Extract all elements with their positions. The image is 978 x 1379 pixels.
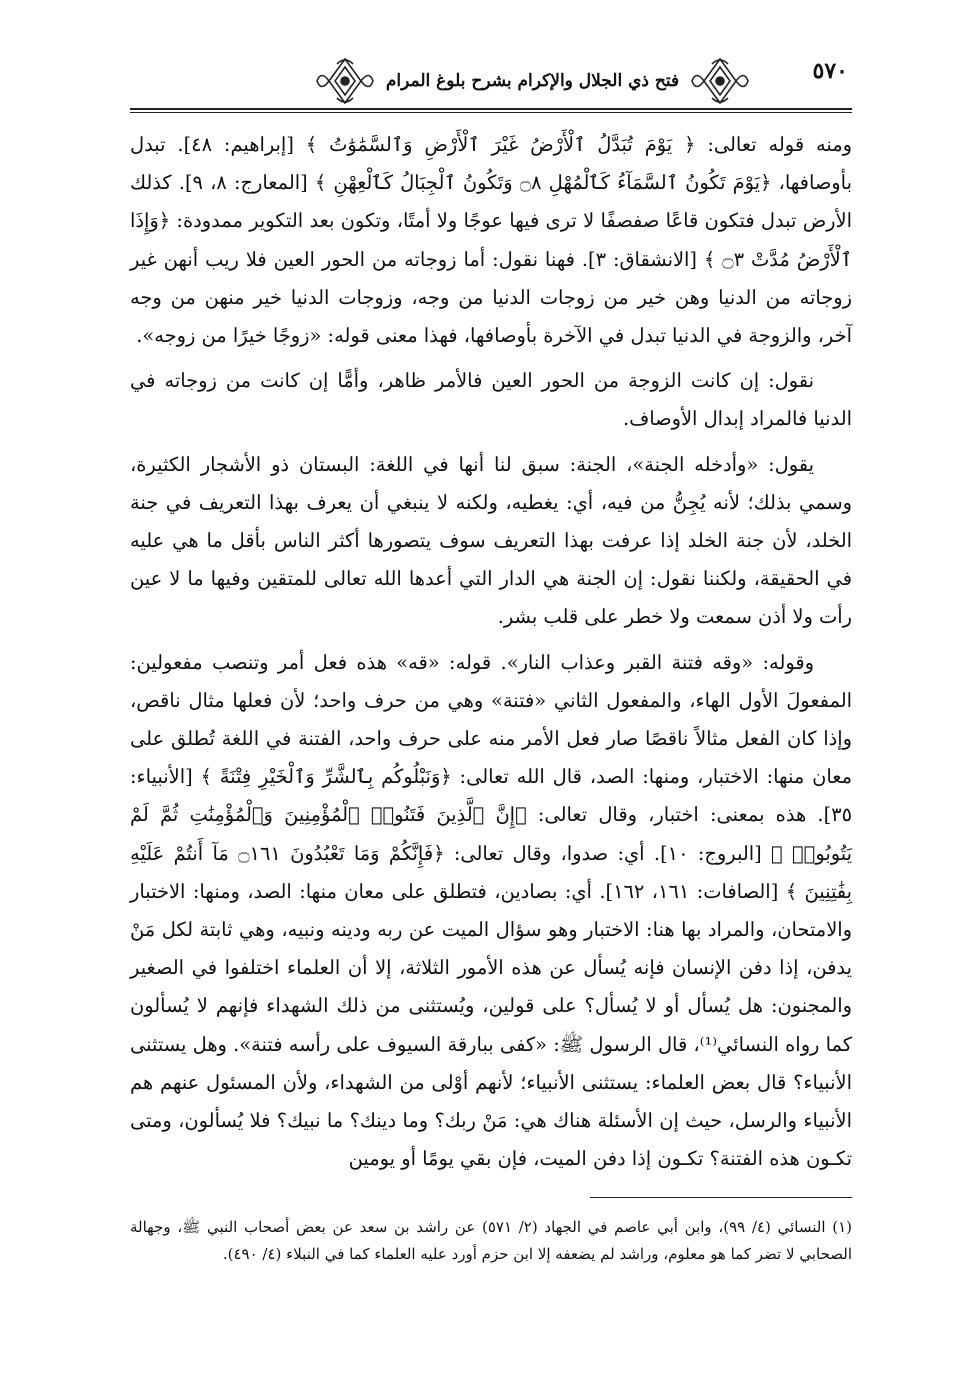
- arabesque-ornament-icon: [315, 56, 375, 106]
- paragraph: يقول: «وأدخله الجنة»، الجنة: سبق لنا أنها في اللغة: البستان ذو الأشجار الكثيرة، وسمي بذلك؛ لأنه يُجِنُّ من فيه، أي: يغطيه، ولكنه لا ينبغي أن يعرف بهذا التعريف في جنة الخلد، لأن جنة الخلد إذا عرفت بهذا التعريف سوف يتصورها أكثر الناس بأقل ما هي عليه في الحقيقة، ولكننا نقول: إن الجنة هي الدار التي أعدها الله تعالى للمتقين وفيها ما لا عين رأت ولا أذن سمعت ولا خطر على قلب بشر.: [130, 452, 852, 629]
- footnote-rule: [590, 1197, 852, 1198]
- footnote: (١) النسائي (٤/ ٩٩)، وابن أبي عاصم في الجهاد (٢/ ٥٧١) عن راشد بن سعد عن بعض أصحاب النبي ﷺ، وجهالة الصحابي لا تضر كما هو معلوم، وراشد لم يضعفه إلا ابن حزم أورد عليه العلماء كما في النبلاء (٤/ ٤٩٠).: [130, 1218, 853, 1263]
- page-number: ٥٧٠: [812, 58, 848, 84]
- paragraph: وقوله: «وقه فتنة القبر وعذاب النار». قوله: «قه» هذه فعل أمر وتنصب مفعولين: المفعولَ الأول الهاء، والمفعول الثاني «فتنة» وهي من حرف واحد؛ لأن فعلها مثال ناقص، وإذا كان الفعل مثالاً ناقصًا صار فعل الأمر منه على حرف واحد، الفتنة في اللغة تُطلق على معان منها: الاختبار، ومنها: الصد، قال الله تعالى: ﴿وَنَبْلُوكُم بِٱلشَّرِّ وَٱلْخَيْرِ فِتْنَةً ﴾ [الأنبياء: ٣٥]. هذه بمعنى: اختبار، وقال تعالى: ﴿إِنَّ ٱلَّذِينَ فَتَنُوا۟ ٱلْمُؤْمِنِينَ وَٱلْمُؤْمِنَٰتِ ثُمَّ لَمْ يَتُوبُوا۟ ﴾ [البروج: ١٠]. أي: صدوا، وقال تعالى: ﴿فَإِنَّكُمْ وَمَا تَعْبُدُونَ ۝١٦١ مَآ أَنتُمْ عَلَيْهِ بِفَٰتِنِينَ ﴾ [الصافات: ١٦١، ١٦٢]. أي: بصادين، فتطلق على معان منها: الصد، ومنها: الاختبار والامتحان، والمراد بها هنا: الاختبار وهو سؤال الميت عن ربه ودينه ونبيه، وهي ثابتة لكل مَنْ يدفن، إذا دفن الإنسان فإنه يُسأل عن هذه الأمور الثلاثة، إلا أن العلماء اختلفوا في الصغير والمجنون: هل يُسأل أو لا يُسأل؟ على قولين، ويُستثنى من ذلك الشهداء فإنهم لا يُسألون كما رواه النسائي⁽¹⁾، قال الرسول ﷺ: «كفى ببارقة السيوف على رأسه فتنة». وهل يستثنى الأنبياء؟ قال بعض العلماء: يستثنى الأنبياء؛ لأنهم أوْلى من الشهداء، ولأن المسئول عنهم هم الأنبياء والرسل، حيث إن الأسئلة هناك هي: مَنْ ربك؟ وما دينك؟ ما نبيك؟ فلا يُسألون، ومتى تكـون هذه الفتنة؟ تكـون إذا دفن الميت، فإن بقي يومًا أو يومين: [130, 650, 853, 1171]
- footnotes: [130, 1214, 852, 1268]
- body-text: [130, 126, 852, 1178]
- page-header: [130, 56, 852, 118]
- paragraph: نقول: إن كانت الزوجة من الحور العين فالأمر ظاهر، وأمًّا إن كانت من زوجاته في الدنيا فالمراد إبدال الأوصاف.: [130, 369, 852, 431]
- paragraph: ومنه قوله تعالى: ﴿ يَوْمَ تُبَدَّلُ ٱلْأَرْضُ غَيْرَ ٱلْأَرْضِ وَٱلسَّمَٰوَٰتُ ﴾ [إبراهيم: ٤٨]. تبدل بأوصافها، ﴿يَوْمَ تَكُونُ ٱلسَّمَآءُ كَٱلْمُهْلِ ۝٨ وَتَكُونُ ٱلْجِبَالُ كَٱلْعِهْنِ ﴾ [المعارج: ٨، ٩]. كذلك الأرض تبدل فتكون قاعًا صفصفًا لا ترى فيها عوجًا ولا أمتًا، وتكون بعد التكوير ممدودة: ﴿وَإِذَا ٱلْأَرْضُ مُدَّتْ ۝٣ ﴾ [الانشقاق: ٣]. فهنا نقول: أما زوجاته من الحور العين فلا ريب أنهن غير زوجاته من الدنيا وهن خير من زوجات الدنيا من وجه، وزوجات الدنيا خير منهن من وجه آخر، والزوجة في الدنيا تبدل في الآخرة بأوصافها، فهذا معنى قوله: «زوجًا خيرًا من زوجه».: [130, 133, 853, 348]
- running-title: فتح ذي الجلال والإكرام بشرح بلوغ المرام: [385, 71, 680, 91]
- header-rule-thin: [130, 112, 852, 113]
- header-rule: [130, 108, 852, 110]
- arabesque-ornament-icon: [690, 56, 750, 106]
